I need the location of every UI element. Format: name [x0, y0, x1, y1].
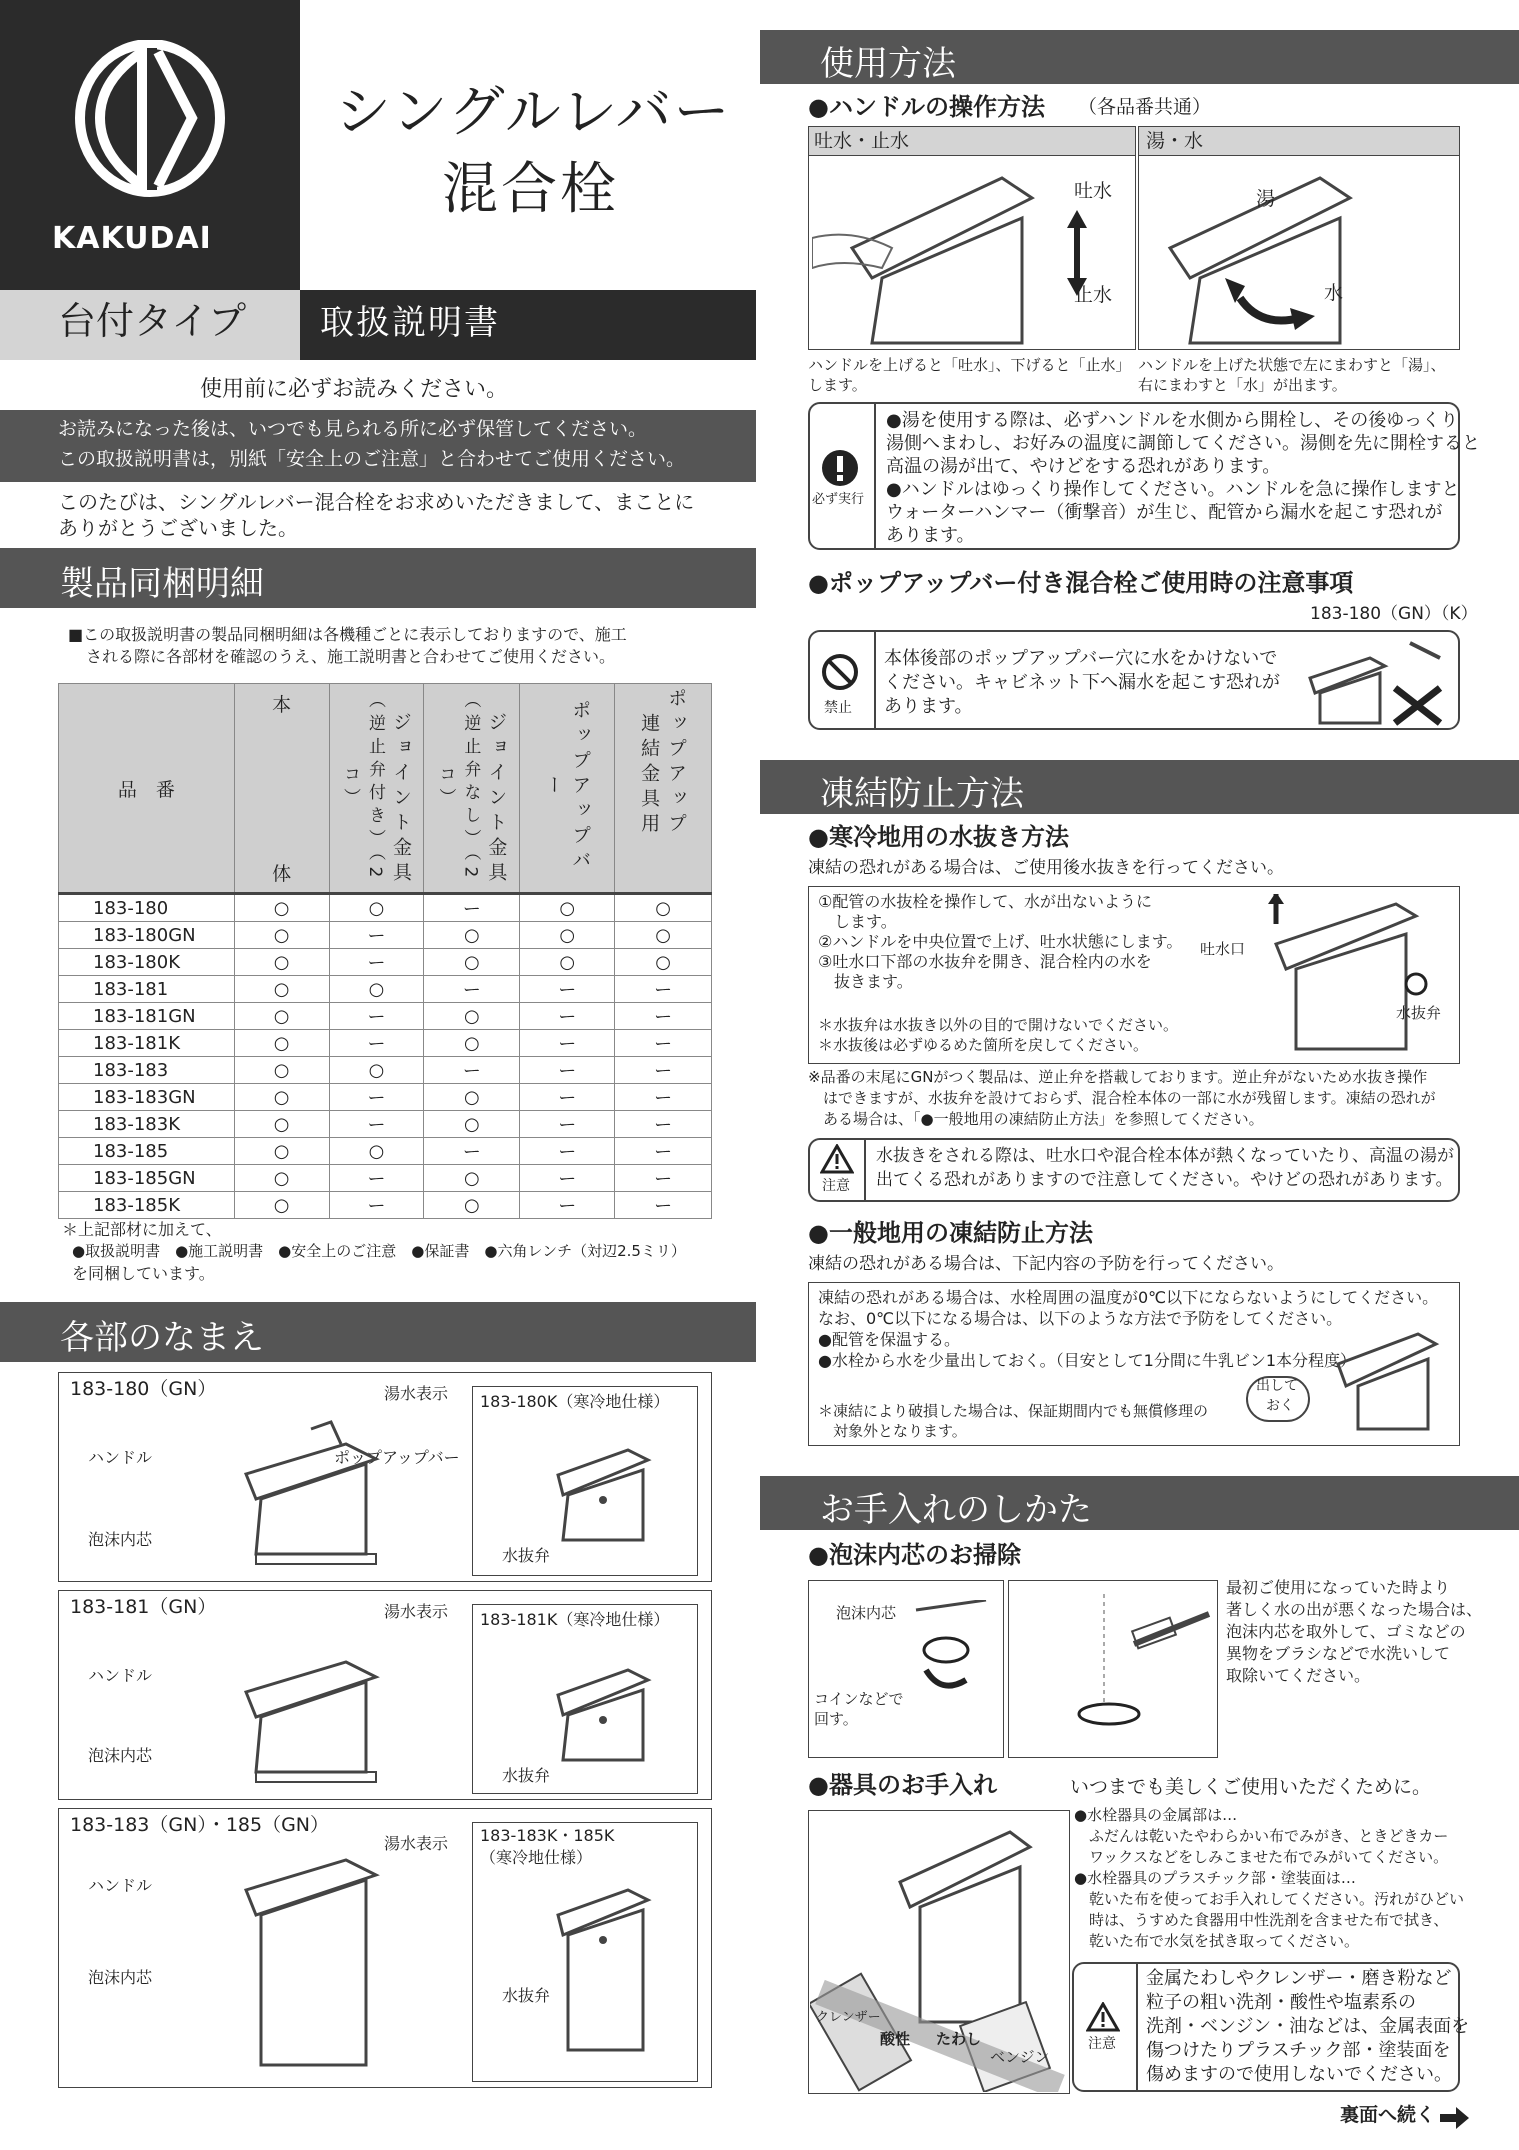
type-label: 台付タイプ — [58, 299, 247, 343]
aerator-text-line: 取除いてください。 — [1226, 1666, 1371, 1685]
care-caution-lines-line: 傷つけたりプラスチック部・塗装面を — [1146, 2040, 1451, 2061]
handle-rotate-illustration — [1140, 158, 1458, 348]
p1-yusui: 湯水表示 — [384, 1384, 449, 1403]
fixture-lines-line: ●水栓器具の金属部は… — [1074, 1806, 1238, 1824]
inclusion-cell: ー — [329, 949, 424, 976]
part-number-cell: 183-180GN — [59, 922, 235, 949]
img-benzine: ベンジン — [990, 2048, 1050, 2066]
care-caution-triangle-icon — [1086, 2002, 1120, 2032]
read-first: 使用前に必ずお読みください。 — [200, 377, 509, 402]
fixture-lines-line: ワックスなどをしみこませた布でみがいてください。 — [1074, 1848, 1449, 1866]
p2-model: 183-181（GN） — [70, 1596, 217, 1618]
bubble-line2: おく — [1266, 1398, 1294, 1414]
inclusion-cell: ○ — [424, 922, 520, 949]
inclusion-cell: ○ — [329, 1138, 424, 1165]
part-number-cell: 183-181 — [59, 976, 235, 1003]
col-body — [234, 684, 329, 894]
inclusion-cell: ー — [329, 1165, 424, 1192]
cold-steps-line: します。 — [818, 912, 897, 931]
p3-yusui: 湯水表示 — [384, 1834, 449, 1853]
contents-note1: ■この取扱説明書の製品同梱明細は各機種ごとに表示しておりますので、施工 — [68, 625, 627, 644]
caption-yusui-2: 右にまわすと「水」が出ます。 — [1138, 376, 1347, 394]
inclusion-cell: ○ — [329, 1057, 424, 1084]
inclusion-cell: ー — [329, 1030, 424, 1057]
inclusion-cell: ー — [424, 1057, 520, 1084]
table-row — [59, 1003, 712, 1030]
cold-steps-line: ①配管の水抜栓を操作して、水が出ないように — [818, 892, 1153, 911]
col-joint-check — [329, 684, 424, 894]
p2-k-model: 183-181K（寒冷地仕様） — [480, 1610, 670, 1629]
inclusion-cell: ○ — [424, 1003, 520, 1030]
notice1: お読みになった後は、いつでも見られる所に必ず保管してください。 — [58, 418, 648, 440]
title-line2: 混合栓 — [442, 157, 619, 222]
freeze-caution-line2: 出てくる恐れがありますので注意してください。やけどの恐れがあります。 — [876, 1170, 1453, 1190]
cold-steps-line: ③吐水口下部の水抜弁を開き、混合栓内の水を — [818, 952, 1152, 971]
inclusion-cell: ○ — [234, 1030, 329, 1057]
aerator-text-line: 著しく水の出が悪くなった場合は、 — [1226, 1600, 1483, 1619]
p1-handle: ハンドル — [88, 1448, 153, 1467]
label-yu: 湯 — [1256, 188, 1276, 210]
caption-yusui-1: ハンドルを上げた状態で左にまわすと「湯」、 — [1138, 356, 1446, 374]
care-caution-lines-line: 金属たわしやクレンザー・磨き粉など — [1146, 1968, 1452, 1989]
inclusion-cell: ○ — [234, 1057, 329, 1084]
img-tawashi: たわし — [936, 2030, 982, 2048]
inclusion-cell: ○ — [234, 1003, 329, 1030]
p1-popup: ポップアップバー — [334, 1448, 460, 1467]
arrow-right-icon — [1440, 2106, 1470, 2130]
faucet-illustration-183 — [236, 1830, 416, 2080]
inclusion-cell: ○ — [424, 1030, 520, 1057]
inclusion-cell: ー — [520, 1057, 615, 1084]
part-number-cell: 183-183 — [59, 1057, 235, 1084]
inclusion-cell: ー — [424, 1138, 520, 1165]
inclusion-cell: ー — [615, 1111, 712, 1138]
inclusion-cell: ー — [615, 1138, 712, 1165]
fixture-lines-line: 乾いた布を使ってお手入れしてください。汚れがひどい — [1074, 1890, 1465, 1908]
must-lines-line: ●ハンドルはゆっくり操作してください。ハンドルを急に操作しますと — [886, 479, 1460, 500]
inclusion-cell: ○ — [520, 922, 615, 949]
table-row — [59, 894, 712, 922]
faucet-illustration-183k — [548, 1870, 678, 2060]
p2-drain: 水抜弁 — [502, 1766, 551, 1785]
label-drain-valve: 水抜弁 — [1396, 1004, 1442, 1022]
popup-no-water-illustration — [1300, 638, 1450, 728]
img-acid: 酸性 — [880, 2030, 911, 2048]
table-row — [59, 1111, 712, 1138]
inclusion-cell: ○ — [234, 1111, 329, 1138]
fixture-lines-line: ●水栓器具のプラスチック部・塗装面は… — [1074, 1869, 1356, 1887]
inclusion-cell: ○ — [424, 1192, 520, 1219]
inclusion-cell: ○ — [234, 976, 329, 1003]
brush-cleaning-illustration — [1014, 1584, 1214, 1754]
inclusion-cell: ー — [424, 894, 520, 922]
kakudai-logo-icon — [70, 40, 230, 200]
continue-label: 裏面へ続く — [1340, 2104, 1436, 2126]
manual-label: 取扱説明書 — [320, 303, 500, 343]
inclusion-cell: ー — [520, 1084, 615, 1111]
must-lines-line: あります。 — [886, 525, 975, 546]
part-number-cell: 183-185 — [59, 1138, 235, 1165]
col-joint-check-top: ジョイント金具 — [389, 712, 412, 887]
inclusion-cell: ー — [520, 1192, 615, 1219]
cold-note1: ＊水抜弁は水抜き以外の目的で開けないでください。 — [818, 1016, 1179, 1034]
table-row — [59, 1138, 712, 1165]
col-joint-nocheck — [424, 684, 520, 894]
gn-note-line: ※品番の末尾にGNがつく製品は、逆止弁を搭載しております。逆止弁がないため水抜き操作 — [808, 1068, 1428, 1086]
handle-op-heading: ●ハンドルの操作方法 — [808, 93, 1045, 121]
p2-handle: ハンドル — [88, 1666, 153, 1685]
contents-table — [58, 683, 712, 1219]
inclusion-cell: ー — [329, 1192, 424, 1219]
inclusion-cell: ○ — [329, 976, 424, 1003]
contents-foot3: を同梱しています。 — [72, 1264, 215, 1283]
inclusion-cell: ○ — [615, 894, 712, 922]
col-popup-bar — [520, 684, 615, 894]
tab-tosui: 吐水・止水 — [814, 130, 910, 152]
fixture-lines-line: 時は、うすめた食器用中性洗剤を含ませた布で拭き、 — [1074, 1911, 1449, 1929]
col-body-bottom: 体 — [272, 863, 292, 885]
inclusion-cell: ○ — [329, 894, 424, 922]
faucet-illustration-180 — [236, 1404, 416, 1574]
faucet-illustration-181 — [236, 1622, 416, 1792]
gen-lines-line: 凍結の恐れがある場合は、水栓周囲の温度が0℃以下にならないようにしてください。 — [818, 1288, 1439, 1307]
inclusion-cell: ○ — [615, 949, 712, 976]
cold-heading: ●寒冷地用の水抜き方法 — [808, 823, 1069, 851]
prohibit-line1: 本体後部のポップアップバー穴に水をかけないで — [884, 648, 1278, 669]
col-joint-check-sub: （逆止弁付き）（2コ） — [339, 691, 385, 884]
thanks1: このたびは、シングルレバー混合栓をお求めいただきまして、まことに — [58, 490, 695, 514]
inclusion-cell: ー — [329, 1003, 424, 1030]
aerator-text-line: 泡沫内芯を取外して、ゴミなどの — [1226, 1622, 1466, 1641]
inclusion-cell: ○ — [424, 1111, 520, 1138]
lbl-aerator: 泡沫内芯 — [836, 1604, 897, 1622]
label-tosui: 吐水 — [1074, 180, 1113, 202]
table-row — [59, 922, 712, 949]
general-note2: 対象外となります。 — [818, 1422, 967, 1440]
label-mizu: 水 — [1324, 282, 1344, 304]
inclusion-cell: ○ — [234, 949, 329, 976]
inclusion-cell: ー — [520, 1138, 615, 1165]
table-row — [59, 1192, 712, 1219]
faucet-illustration-181k — [548, 1650, 678, 1770]
col-joint-nocheck-sub: （逆止弁なし）（2コ） — [435, 691, 481, 884]
inclusion-cell: ー — [520, 1003, 615, 1030]
lbl-coin2: 回す。 — [814, 1710, 858, 1728]
col-part-number: 品 番 — [59, 684, 235, 894]
cold-steps-line: 抜きます。 — [818, 972, 913, 991]
inclusion-cell: ー — [520, 1111, 615, 1138]
inclusion-cell: ー — [520, 1165, 615, 1192]
inclusion-cell: ー — [615, 1084, 712, 1111]
must-label: 必ず実行 — [812, 492, 865, 507]
freeze-caution-label: 注意 — [822, 1178, 850, 1194]
inclusion-cell: ー — [520, 976, 615, 1003]
inclusion-cell: ○ — [424, 1084, 520, 1111]
p3-handle: ハンドル — [88, 1876, 153, 1895]
inclusion-cell: ○ — [234, 1192, 329, 1219]
inclusion-cell: ー — [329, 922, 424, 949]
popup-heading: ●ポップアップバー付き混合栓ご使用時の注意事項 — [808, 569, 1354, 597]
must-lines-line: 湯側へまわし、お好みの温度に調節してください。湯側を先に開栓すると — [886, 433, 1480, 454]
table-row — [59, 1057, 712, 1084]
part-number-cell: 183-185GN — [59, 1165, 235, 1192]
prohibit-label: 禁止 — [824, 700, 852, 716]
must-lines-line: 高温の湯が出て、やけどをする恐れがあります。 — [886, 456, 1281, 477]
col-popup-joint-top: ポップアップ — [665, 688, 688, 838]
p1-aerator: 泡沫内芯 — [88, 1530, 153, 1549]
part-number-cell: 183-185K — [59, 1192, 235, 1219]
cold-steps-line: ②ハンドルを中央位置で上げ、吐水状態にします。 — [818, 932, 1183, 951]
lbl-coin1: コインなどで — [814, 1690, 904, 1708]
part-number-cell: 183-180K — [59, 949, 235, 976]
inclusion-cell: ー — [615, 1165, 712, 1192]
contents-note2: される際に各部材を確認のうえ、施工説明書と合わせてご使用ください。 — [86, 647, 615, 666]
handle-op-sub: （各品番共通） — [1078, 96, 1212, 118]
table-row — [59, 1084, 712, 1111]
notice2: この取扱説明書は，別紙「安全上のご注意」と合わせてご使用ください。 — [58, 448, 686, 470]
inclusion-cell: ○ — [234, 1084, 329, 1111]
part-number-cell: 183-180 — [59, 894, 235, 922]
gn-note-line: ある場合は、「●一般地用の凍結防止方法」を参照してください。 — [808, 1110, 1264, 1128]
inclusion-cell: ○ — [234, 894, 329, 922]
inclusion-cell: ○ — [424, 1165, 520, 1192]
aerator-heading: ●泡沫内芯のお掃除 — [808, 1541, 1021, 1569]
fixture-heading: ●器具のお手入れ — [808, 1771, 997, 1799]
part-number-cell: 183-183K — [59, 1111, 235, 1138]
col-body-top: 本 — [272, 694, 292, 716]
usage-heading: 使用方法 — [760, 30, 1519, 84]
table-row — [59, 1030, 712, 1057]
p3-drain: 水抜弁 — [502, 1986, 551, 2005]
freeze-heading: 凍結防止方法 — [760, 760, 1519, 814]
part-number-cell: 183-181GN — [59, 1003, 235, 1030]
inclusion-cell: ○ — [615, 922, 712, 949]
must-lines-line: ウォーターハンマー（衝撃音）が生じ、配管から漏水を起こす恐れが — [886, 502, 1443, 523]
label-shisui: 止水 — [1074, 284, 1113, 306]
drain-valve-illustration — [1226, 894, 1456, 1054]
aerator-remove-illustration — [896, 1600, 996, 1720]
prohibit-line3: あります。 — [884, 696, 973, 717]
inclusion-cell: ー — [615, 1030, 712, 1057]
contents-rows — [59, 894, 712, 1219]
table-row — [59, 949, 712, 976]
img-cleanser: クレンザー — [816, 2010, 881, 2025]
aerator-text-line: 最初ご使用になっていた時より — [1226, 1578, 1451, 1597]
caption-tosui-1: ハンドルを上げると「吐水」、下げると「止水」 — [808, 356, 1131, 374]
care-caution-divider — [1136, 1964, 1138, 2090]
p1-k-model: 183-180K（寒冷地仕様） — [480, 1392, 670, 1411]
freeze-caution-line1: 水抜きをされる際は、吐水口や混合栓本体が熱くなっていたり、高温の湯が — [876, 1146, 1454, 1166]
part-number-cell: 183-181K — [59, 1030, 235, 1057]
part-number-cell: 183-183GN — [59, 1084, 235, 1111]
inclusion-cell: ー — [615, 976, 712, 1003]
col-popup-bar-top: ポップアップバー — [542, 700, 592, 875]
caution-triangle-icon — [820, 1144, 854, 1174]
aerator-text-line: 異物をブラシなどで水洗いして — [1226, 1644, 1451, 1663]
inclusion-cell: ○ — [520, 894, 615, 922]
p3-aerator: 泡沫内芯 — [88, 1968, 153, 1987]
inclusion-cell: ー — [615, 1057, 712, 1084]
inclusion-cell: ー — [615, 1003, 712, 1030]
p3-k-sub: （寒冷地仕様） — [480, 1848, 593, 1867]
must-exclamation-icon — [820, 448, 860, 488]
prohibit-line2: ください。キャビネット下へ漏水を起こす恐れが — [884, 672, 1280, 693]
must-lines-line: ●湯を使用する際は、必ずハンドルを水側から開栓し、その後ゆっくり — [886, 410, 1459, 431]
contents-heading: 製品同梱明細 — [0, 548, 756, 608]
col-popup-joint-sub: 連結金具用 — [638, 713, 661, 838]
p1-model: 183-180（GN） — [70, 1378, 217, 1400]
inclusion-cell: ○ — [234, 1138, 329, 1165]
inclusion-cell: ○ — [234, 922, 329, 949]
title-line1: シングルレバー — [335, 80, 732, 145]
cold-intro: 凍結の恐れがある場合は、ご使用後水抜きを行ってください。 — [808, 858, 1284, 878]
col-joint-nocheck-top: ジョイント金具 — [485, 712, 508, 887]
p3-model: 183-183（GN）・185（GN） — [70, 1814, 330, 1836]
gen-lines-line: ●水栓から水を少量出しておく。（目安として1分間に牛乳ビン1本分程度） — [818, 1351, 1357, 1370]
contents-foot2: ●取扱説明書 ●施工説明書 ●安全上のご注意 ●保証書 ●六角レンチ（対辺2.5ミリ） — [72, 1242, 686, 1260]
caption-tosui-2: します。 — [808, 376, 867, 394]
inclusion-cell: ○ — [520, 949, 615, 976]
prohibit-divider — [874, 632, 876, 728]
inclusion-cell: ○ — [424, 949, 520, 976]
label-spout: 吐水口 — [1200, 940, 1246, 958]
freeze-caution-divider — [864, 1140, 866, 1200]
fixture-intro: いつまでも美しくご使用いただくために。 — [1070, 1776, 1432, 1798]
inclusion-cell: ー — [615, 1192, 712, 1219]
p3-k-model: 183-183K・185K — [480, 1826, 615, 1845]
general-intro: 凍結の恐れがある場合は、下記内容の予防を行ってください。 — [808, 1254, 1284, 1274]
care-caution-lines-line: 粒子の粗い洗剤・酸性や塩素系の — [1146, 1992, 1416, 2013]
gen-lines-line: ●配管を保温する。 — [818, 1330, 960, 1349]
care-caution-lines-line: 洗剤・ベンジン・油などは、金属表面を — [1146, 2016, 1470, 2037]
fixture-lines-line: 乾いた布で水気を拭き取ってください。 — [1074, 1932, 1360, 1950]
care-caution-lines-line: 傷めますので使用しないでください。 — [1146, 2064, 1452, 2085]
inclusion-cell: ー — [329, 1111, 424, 1138]
thanks2: ありがとうございました。 — [58, 516, 298, 540]
gen-lines-line: なお、0℃以下になる場合は、以下のような方法で予防をしてください。 — [818, 1309, 1343, 1328]
parts-heading: 各部のなまえ — [0, 1302, 756, 1362]
must-divider — [874, 404, 876, 548]
care-heading: お手入れのしかた — [760, 1476, 1519, 1530]
gn-note-line: はできますが、水抜弁を設けておらず、混合栓本体の一部に水が残留します。凍結の恐れが — [808, 1089, 1436, 1107]
cold-note2: ＊水抜後は必ずゆるめた箇所を戻してください。 — [818, 1036, 1149, 1054]
general-heading: ●一般地用の凍結防止方法 — [808, 1219, 1093, 1247]
tab-yusui: 湯・水 — [1146, 130, 1204, 152]
inclusion-cell: ー — [520, 1030, 615, 1057]
general-note1: ＊凍結により破損した場合は、保証期間内でも無償修理の — [818, 1402, 1209, 1420]
inclusion-cell: ー — [329, 1084, 424, 1111]
drip-faucet-illustration — [1318, 1324, 1458, 1434]
p2-aerator: 泡沫内芯 — [88, 1746, 153, 1765]
faucet-illustration-180k — [548, 1430, 678, 1550]
prohibit-icon — [820, 652, 860, 692]
p2-yusui: 湯水表示 — [384, 1602, 449, 1621]
inclusion-cell: ○ — [234, 1165, 329, 1192]
bubble-line1: 出して — [1256, 1378, 1298, 1394]
table-row — [59, 1165, 712, 1192]
contents-foot1: ＊上記部材に加えて、 — [62, 1220, 222, 1239]
brand-name: KAKUDAI — [52, 221, 212, 256]
brand-block — [0, 0, 300, 290]
fixture-lines-line: ふだんは乾いたやわらかい布でみがき、ときどきカー — [1074, 1827, 1449, 1845]
p1-drain: 水抜弁 — [502, 1546, 551, 1565]
popup-models: 183-180（GN）（K） — [1310, 604, 1478, 624]
table-row — [59, 976, 712, 1003]
care-caution-label: 注意 — [1088, 2036, 1116, 2052]
inclusion-cell: ー — [424, 976, 520, 1003]
col-popup-joint — [615, 684, 712, 894]
